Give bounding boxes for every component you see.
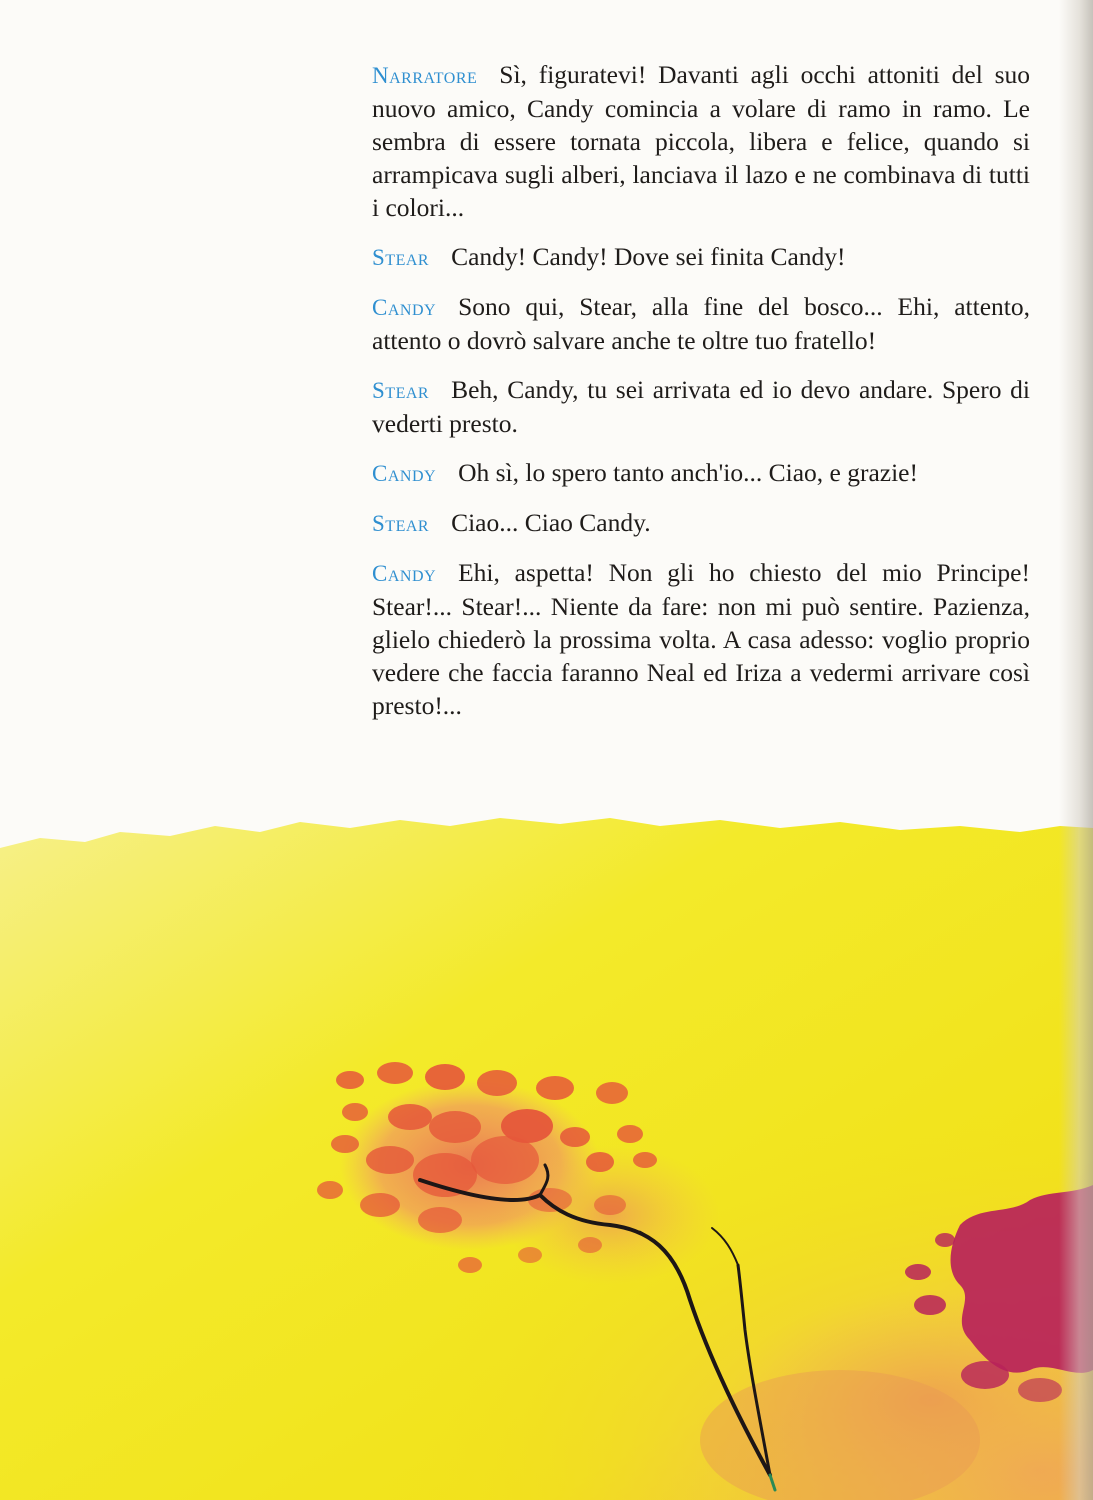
dialogue-text <box>372 58 1030 738</box>
dialogue-text-line: Beh, Candy, tu sei arrivata ed io devo andare. Spero di vederti presto. <box>372 375 1030 438</box>
dialogue-line <box>372 373 1030 440</box>
dialogue-line <box>372 58 1030 224</box>
dialogue-line <box>372 240 1030 274</box>
speaker-name: Candy <box>372 561 437 586</box>
dialogue-text-line: Candy! Candy! Dove sei finita Candy! <box>451 242 846 271</box>
dialogue-line <box>372 290 1030 357</box>
dialogue-text-line: Sono qui, Stear, alla fine del bosco... Ehi, attento, attento o dovrò salvare anche te oltre tuo fratello! <box>372 292 1030 355</box>
dialogue-line <box>372 556 1030 722</box>
speaker-name: Stear <box>372 245 430 270</box>
speaker-name: Stear <box>372 378 430 403</box>
speaker-name: Candy <box>372 295 437 320</box>
page-edge-shadow <box>1059 0 1093 1500</box>
dialogue-text-line: Sì, figuratevi! Davanti agli occhi attoniti del suo nuovo amico, Candy comincia a volare di ramo in ramo. Le sembra di essere tornata piccola, libera e felice, quando si arrampicava sugli alberi, lanciava il lazo e ne combinava di tutti i colori... <box>372 60 1030 222</box>
dialogue-text-line: Ehi, aspetta! Non gli ho chiesto del mio Principe! Stear!... Stear!... Niente da fare: non mi può sentire. Pazienza, glielo chiederò la prossima volta. A casa adesso: voglio proprio vedere che faccia faranno Neal ed Iriza a vedermi arrivare così presto!... <box>372 558 1030 720</box>
dialogue-text-line: Oh sì, lo spero tanto anch'io... Ciao, e grazie! <box>458 458 918 487</box>
speaker-name: Candy <box>372 461 437 486</box>
dialogue-line <box>372 506 1030 540</box>
dialogue-text-line: Ciao... Ciao Candy. <box>451 508 651 537</box>
speaker-name: Narratore <box>372 63 478 88</box>
speaker-name: Stear <box>372 511 430 536</box>
dialogue-line <box>372 456 1030 490</box>
